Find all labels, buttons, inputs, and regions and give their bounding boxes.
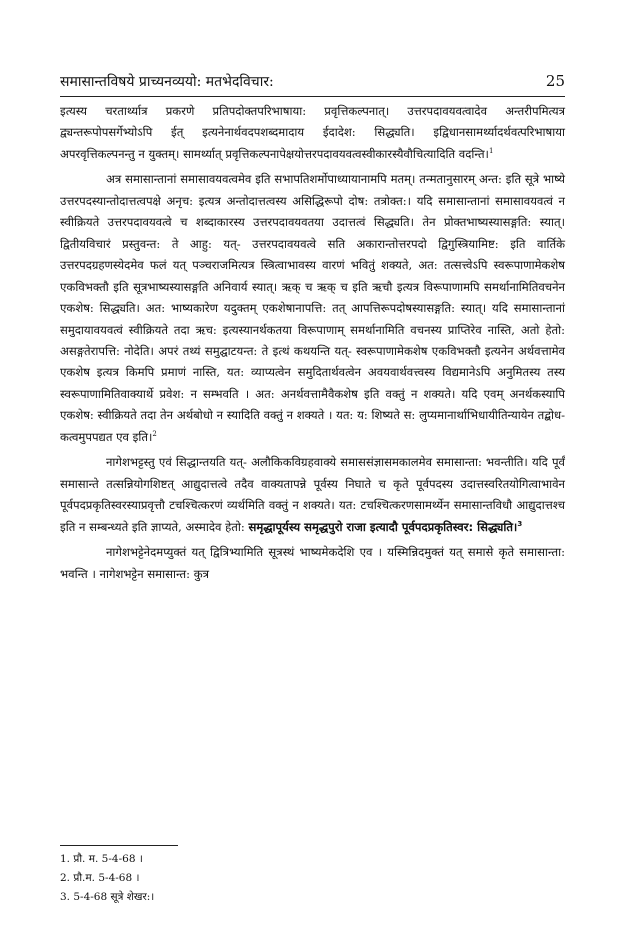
footnotes: [60, 850, 565, 907]
header-rule: [60, 96, 565, 97]
footnote-marker-3: 3: [517, 519, 523, 528]
footnote-rule: [60, 845, 178, 846]
paragraph-4-text: नागेशभट्टेनेदमप्युक्तं यत् द्वित्रिभ्यामिति सूत्रस्थं भाष्यमेकदेशि एव । यस्मिन्निदमुक्तं यत् समासे कृते समासान्ता: भवन्ति । नागेशभट्टेन समासान्त: कुत्र: [60, 545, 565, 581]
paragraph-3: [60, 452, 565, 538]
footnote-3: 3. 5-4-68 सूत्रे शेखर:।: [60, 891, 155, 903]
paragraph-2-text: अत्र समासान्तानां समासावयवत्वमेव इति सभापतिशर्मोपाध्यायानामपि मतम्। तन्मतानुसारम् अन्त: इति सूत्रे भाष्ये उत्तरपदस्यान्तोदात्तत्वपक्षे अनृच: इत्यत्र अन्तोदात्तत्वस्य असिद्धिरूपो दोष: तत्रोक्त:। यदि समासान्तानां समासावयवत्वं न स्वीक्रियते उत्तरपदावयवत्वे च शब्दाकारस्य उत्तरपदावयवतया उदात्तत्वं सिद्ध्यति। तेन प्रोक्तभाष्यस्यासङ्गति: स्यात्। द्वितीयविचारं प्रस्तुवन्त: ते आहु: यत्- उत्तरपदावयवत्वे सति अकारान्तोत्तरपदो द्विगुस्त्रियामिष्ट: इति वार्तिके उत्तरपदग्रहणस्येदमेव फलं यत् पञ्चराजमित्यत्र स्त्रित्वाभावस्य वारणं भवितुं शक्यते, अत: तत्सत्त्वेऽपि स्वरूपाणामेकशेष एकविभक्तौ इति सूत्रभाष्यस्यासङ्गति अनिवार्य स्यात्। ऋक् च ऋक् च इति ऋचौ इत्यत्र विरूपाणामपि समर्थानामितिवचनेन एकशेष: सिद्ध्यति। अत: भाष्यकारेण यदुक्तम् एकशेषानापत्ति: तत् आपत्तिरूपदोषस्यासङ्गति: स्यात्। यदि समासान्तानां समुदायावयवत्वं स्वीक्रियते तदा ऋच: इत्यस्यानर्थकतया विरूपाणाम् समर्थानामिति वचनस्य प्राप्तिरेव नास्ति, अतो हेतो: असङ्गतेरापत्ति: नोदेति। अपरं तथ्यं समुद्घाटयन्त: ते इत्थं कथयन्ति यत्- स्वरूपाणामेकशेष एकविभक्तौ इत्यनेन अर्थवत्तामेव एकशेष इत्यत्र किमपि प्रमाणं नास्ति, यत: व्याप्यत्वेन समुदितार्थवत्वेन अवयवार्थवत्त्वस्य विद्यमानेऽपि अनुमितस्य तस्य स्वरूपाणामितिवाक्यार्थे प्रवेश: न सम्भवति । अत: अनर्थवत्तामैवैकशेष इति वक्तुं न शक्यते। यदि एवम् अनर्थकस्यापि एकशेष: स्वीक्रियते तदा तेन अर्थबोधो न स्यादिति वक्तुं न शक्यते । यत: य: शिष्यते स: लुप्यमानार्थाभिधायीतिन्यायेन तद्बोध- कत्वमुपपद्यत एव इति।: [60, 172, 565, 444]
paragraph-2: [60, 169, 565, 448]
footnote-marker-2: 2: [152, 429, 157, 438]
body-text: [60, 101, 565, 589]
paragraph-3-text: नागेशभट्टस्तु एवं सिद्धान्तयति यत्- अलौकिकविग्रहवाक्ये समाससंज्ञासमकालमेव समासान्ता: भवन्तीति। यदि पूर्वं समासान्ते तत्सन्नियोगशिष्टत् आद्युदात्तत्वे तदैव वाक्यतापन्ने पूर्वस्य निघाते च कृते पूर्वपदस्य उदात्तस्वरितयोगित्वाभावेन पूर्वपदप्रकृतिस्वरस्याप्रवृत्तौ टचश्चित्करणं व्यर्थमिति वक्तुं न शक्यते। यत: टचश्चित्करणसामर्थ्येन समासान्तविधौ आद्युदात्तश्च इति न सम्बन्ध्यते इति ज्ञाप्यते, अस्मादेव हेतो:: [60, 455, 565, 534]
running-header: [60, 72, 565, 91]
paragraph-1-text: इत्यस्य चरतार्थ्यात्र प्रकरणे प्रतिपदोक्तपरिभाषाया: प्रवृत्तिकल्पनात्। उत्तरपदावयवत्वादेव अन्तरीपमित्यत्र द्व्यन्तरूपोपसर्गेभ्योऽपि ईत् इत्यनेनार्थवदपशब्दमादाय ईदादेश: सिद्ध्यति। इद्विधानसामर्थ्यादर्थवत्परिभाषाया अपरवृत्तिकल्पनन्तु न युक्तम्। सामर्थ्यात् प्रवृत्तिकल्पनापेक्षयोत्तरपदावयवत्वस्वीकारस्यैवौचित्यादिति वदन्ति।: [60, 104, 565, 161]
paragraph-1: [60, 101, 565, 165]
footnote-marker-1: 1: [488, 147, 494, 156]
footnote-2: 2. प्रौ.म. 5-4-68 ।: [60, 872, 140, 884]
paragraph-4: [60, 542, 565, 585]
header-title: समासान्तविषये प्राच्यनव्ययो: मतभेदविचार:: [60, 74, 274, 90]
page-number: 25: [545, 72, 565, 90]
paragraph-3-bold: समृद्धापूर्यस्य समृद्धपुरो राजा इत्यादौ पूर्वपदप्रकृतिस्वर: सिद्ध्यति।: [248, 519, 518, 534]
footnote-1: 1. प्रौ. म. 5-4-68 ।: [60, 853, 143, 865]
